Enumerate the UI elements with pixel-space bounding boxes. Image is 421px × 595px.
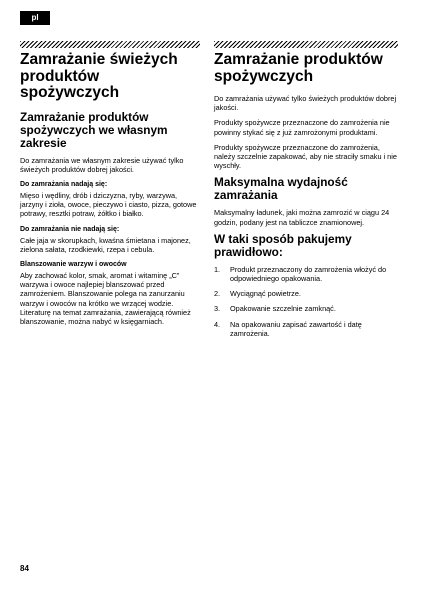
paragraph: Do zamrażania używać tylko świeżych produktów dobrej jakości. xyxy=(214,94,397,113)
unsuitable-text: Całe jaja w skorupkach, kwaśna śmietana i majonez, zielona sałata, rzodkiewki, rzepa i cebula. xyxy=(20,235,191,254)
section-divider xyxy=(20,41,200,48)
suitable-text: Mięso i wędliny, drób i dziczyzna, ryby, warzywa, jarzyny i zioła, owoce, pieczywo i ciasto, pizza, gotowe potrawy, resztki potraw, żółtko i białko. xyxy=(20,190,197,219)
step-number: 4. xyxy=(214,319,221,329)
max-capacity-heading: Maksymalna wydajność zamrażania xyxy=(214,175,348,203)
blanch-text: Aby zachować kolor, smak, aromat i witaminę „C” warzywa i owoce najlepiej blanszować przed zamrożeniem. Blanszowanie polega na zanurzaniu warzyw i owoców na krótko we wrzącej wodzie. xyxy=(20,270,185,308)
blanch-heading: Blanszowanie warzyw i owoców xyxy=(20,260,127,268)
page-number: 84 xyxy=(20,564,29,573)
list-item xyxy=(214,289,398,298)
packing-heading: W taki sposób pakujemy prawidłowo: xyxy=(214,231,352,259)
section-title: Zamrażanie produktów spożywczych xyxy=(214,51,383,85)
subsection-title: Zamrażanie produktów spożywczych we własnym zakresie xyxy=(20,109,168,150)
left-column xyxy=(20,41,200,332)
step-number: 1. xyxy=(214,264,221,274)
language-tab: pl xyxy=(20,11,50,25)
step-number: 2. xyxy=(214,289,221,299)
step-text: Opakowanie szczelnie zamknąć. xyxy=(230,304,336,314)
list-item xyxy=(214,265,398,283)
list-item xyxy=(214,304,398,313)
step-text: Na opakowaniu zapisać zawartość i datę zamrożenia. xyxy=(230,319,362,338)
section-title: Zamrażanie świeżych produktów spożywczych xyxy=(20,51,178,101)
step-text: Wyciągnąć powietrze. xyxy=(230,289,301,299)
right-column xyxy=(214,41,398,344)
step-number: 3. xyxy=(214,304,221,314)
suitable-heading: Do zamrażania nadają się: xyxy=(20,180,108,188)
unsuitable-heading: Do zamrażania nie nadają się: xyxy=(20,225,120,233)
max-capacity-text: Maksymalny ładunek, jaki można zamrozić w ciągu 24 godzin, podany jest na tabliczce znamionowej. xyxy=(214,208,390,227)
paragraph: Produkty spożywcze przeznaczone do zamrożenia, należy szczelnie zapakować, aby nie straciły smaku i nie wyschły. xyxy=(214,142,397,171)
section-divider xyxy=(214,41,398,48)
step-text: Produkt przeznaczony do zamrożenia włożyć do odpowiedniego opakowania. xyxy=(230,264,387,284)
intro-paragraph: Do zamrażania we własnym zakresie używać tylko świeżych produktów dobrej jakości. xyxy=(20,155,184,174)
packing-steps xyxy=(214,265,398,338)
paragraph: Produkty spożywcze przeznaczone do zamrożenia nie powinny stykać się z już zamrożonymi produktami. xyxy=(214,118,390,137)
list-item xyxy=(214,320,398,338)
literature-text: Literaturę na temat zamrażania, zawierającą również blanszowanie, można nabyć w księgarniach. xyxy=(20,307,191,326)
